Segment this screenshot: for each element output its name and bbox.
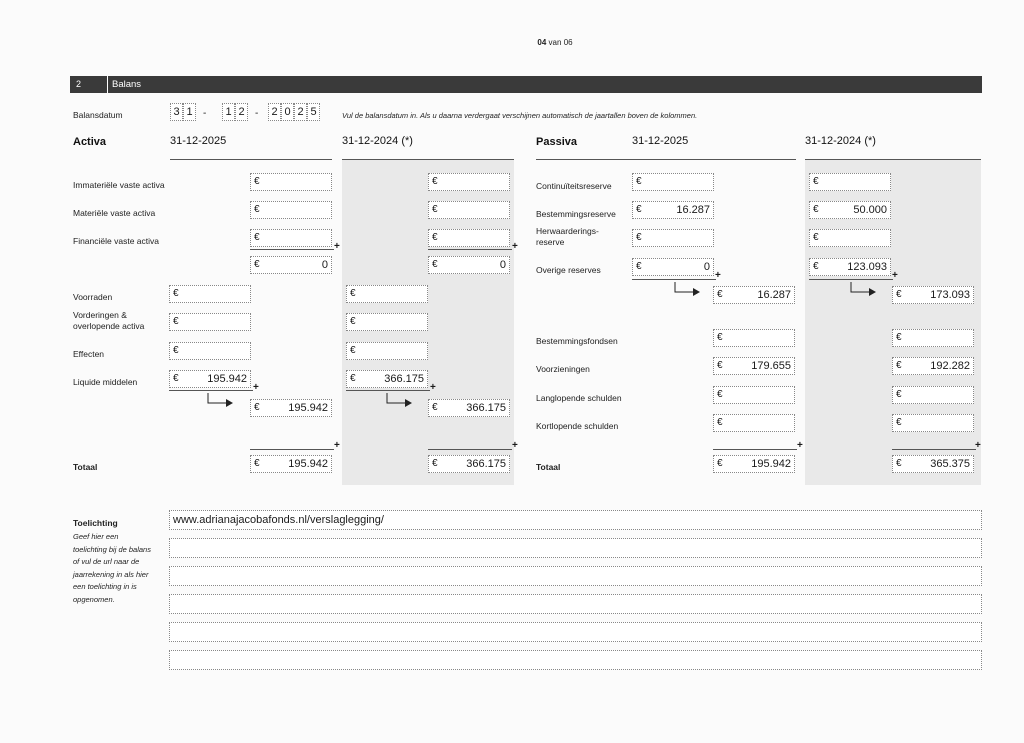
- divider: [805, 159, 981, 160]
- activa-total-label: Totaal: [73, 462, 98, 472]
- plus-sign: +: [892, 270, 898, 281]
- amount-input[interactable]: €: [250, 173, 332, 191]
- row-label: Langlopende schulden: [536, 393, 622, 403]
- plus-sign: +: [715, 270, 721, 281]
- plus-sign: +: [430, 382, 436, 393]
- amount-input[interactable]: €: [428, 173, 510, 191]
- section-header: [70, 76, 982, 93]
- amount-input[interactable]: €: [346, 285, 428, 303]
- date-separator: -: [255, 108, 259, 119]
- section-number: 2: [76, 79, 82, 89]
- row-label: Effecten: [73, 349, 105, 359]
- row-label: Bestemmingsfondsen: [536, 336, 618, 346]
- total-output: € 365.375: [892, 455, 974, 473]
- total-output: € 195.942: [713, 455, 795, 473]
- divider: [536, 159, 796, 160]
- row-label: Voorzieningen: [536, 364, 590, 374]
- subtotal-output: € 195.942: [250, 399, 332, 417]
- date-year-digit[interactable]: 5: [307, 103, 320, 121]
- subtotal-output: € 16.287: [713, 286, 795, 304]
- amount-input[interactable]: €: [892, 329, 974, 347]
- amount-input[interactable]: € 50.000: [809, 201, 891, 219]
- balance-date-hint: Vul de balansdatum in. Als u daarna verdergaat verschijnen automatisch de jaartallen boven de kolommen.: [342, 111, 698, 120]
- amount-input[interactable]: €: [632, 173, 714, 191]
- arrow-right-icon: [848, 281, 878, 299]
- amount-input[interactable]: €: [169, 342, 251, 360]
- plus-sign: +: [975, 440, 981, 451]
- row-label: Bestemmingsreserve: [536, 209, 616, 219]
- sum-line: [892, 449, 976, 450]
- subtotal-output: € 0: [250, 256, 332, 274]
- date-month-digit[interactable]: 1: [222, 103, 235, 121]
- sum-line: [428, 249, 512, 250]
- amount-input[interactable]: €: [169, 285, 251, 303]
- total-output: € 366.175: [428, 455, 510, 473]
- divider: [342, 159, 514, 160]
- amount-input[interactable]: €: [428, 229, 510, 247]
- sum-line: [809, 279, 893, 280]
- subtotal-output: € 0: [428, 256, 510, 274]
- subtotal-output: € 173.093: [892, 286, 974, 304]
- amount-input[interactable]: €: [632, 229, 714, 247]
- passiva-total-label: Totaal: [536, 462, 561, 472]
- plus-sign: +: [512, 440, 518, 451]
- total-output: € 195.942: [250, 455, 332, 473]
- row-label: Voorraden: [73, 292, 113, 302]
- activa-title: Activa: [73, 136, 107, 148]
- explanation-line[interactable]: [169, 538, 982, 558]
- amount-input[interactable]: €: [346, 313, 428, 331]
- plus-sign: +: [797, 440, 803, 451]
- passiva-col-2024: 31-12-2024 (*): [805, 135, 876, 147]
- sum-line: [428, 449, 512, 450]
- sum-line: [713, 449, 797, 450]
- subtotal-output: € 366.175: [428, 399, 510, 417]
- amount-input[interactable]: €: [713, 386, 795, 404]
- sum-line: [346, 390, 430, 391]
- plus-sign: +: [512, 241, 518, 252]
- explanation-line[interactable]: [169, 622, 982, 642]
- section-title: Balans: [107, 76, 141, 93]
- amount-input[interactable]: €: [169, 313, 251, 331]
- arrow-right-icon: [672, 281, 702, 299]
- passiva-title: Passiva: [536, 136, 577, 148]
- activa-col-2025: 31-12-2025: [170, 135, 227, 147]
- arrow-right-icon: [205, 392, 235, 410]
- row-label: Kortlopende schulden: [536, 421, 619, 431]
- row-label: Overige reserves: [536, 265, 601, 275]
- date-year-digit[interactable]: 2: [294, 103, 307, 121]
- amount-input[interactable]: €: [809, 229, 891, 247]
- row-label: Materiële vaste activa: [73, 208, 156, 218]
- amount-input[interactable]: € 123.093: [809, 258, 891, 276]
- divider: [170, 159, 332, 160]
- explanation-line[interactable]: [169, 650, 982, 670]
- amount-input[interactable]: €: [713, 414, 795, 432]
- amount-input[interactable]: €: [428, 201, 510, 219]
- amount-input[interactable]: € 179.655: [713, 357, 795, 375]
- row-label: Liquide middelen: [73, 377, 138, 387]
- amount-input[interactable]: €: [346, 342, 428, 360]
- explanation-line[interactable]: [169, 594, 982, 614]
- amount-input[interactable]: €: [250, 201, 332, 219]
- plus-sign: +: [334, 241, 340, 252]
- explanation-title: Toelichting: [73, 518, 118, 528]
- row-label: Financiële vaste activa: [73, 236, 159, 246]
- amount-input[interactable]: €: [892, 414, 974, 432]
- amount-input[interactable]: €: [892, 386, 974, 404]
- plus-sign: +: [334, 440, 340, 451]
- amount-input[interactable]: €: [809, 173, 891, 191]
- page-number: 04 van 06: [537, 38, 573, 47]
- row-label: Vorderingen & overlopende activa: [73, 310, 145, 331]
- sum-line: [250, 249, 334, 250]
- amount-input[interactable]: € 0: [632, 258, 714, 276]
- explanation-line[interactable]: www.adrianajacobafonds.nl/verslaglegging/: [169, 510, 982, 530]
- date-year-digit[interactable]: 0: [281, 103, 294, 121]
- date-day-digit[interactable]: 1: [183, 103, 196, 121]
- arrow-right-icon: [384, 392, 414, 410]
- passiva-col-2025: 31-12-2025: [632, 135, 689, 147]
- plus-sign: +: [253, 382, 259, 393]
- amount-input[interactable]: € 16.287: [632, 201, 714, 219]
- date-month-digit[interactable]: 2: [235, 103, 248, 121]
- amount-input[interactable]: €: [713, 329, 795, 347]
- sum-line: [169, 390, 253, 391]
- date-year-digit[interactable]: 2: [268, 103, 281, 121]
- row-label: Continuïteitsreserve: [536, 181, 612, 191]
- amount-input[interactable]: € 192.282: [892, 357, 974, 375]
- explanation-instructions: Geef hier een toelichting bij de balans of vul de url naar de jaarrekening in als hier een toelichting in is opgenomen.: [73, 532, 151, 604]
- date-separator: -: [203, 108, 207, 119]
- sum-line: [250, 449, 334, 450]
- sum-line: [632, 279, 716, 280]
- explanation-line[interactable]: [169, 566, 982, 586]
- amount-input[interactable]: €: [250, 229, 332, 247]
- row-label: Immateriële vaste activa: [73, 180, 165, 190]
- amount-input[interactable]: € 366.175: [346, 370, 428, 388]
- row-label: Herwaarderings-reserve: [536, 226, 599, 247]
- date-day-digit[interactable]: 3: [170, 103, 183, 121]
- balance-date-label: Balansdatum: [73, 110, 123, 120]
- activa-col-2024: 31-12-2024 (*): [342, 135, 413, 147]
- amount-input[interactable]: € 195.942: [169, 370, 251, 388]
